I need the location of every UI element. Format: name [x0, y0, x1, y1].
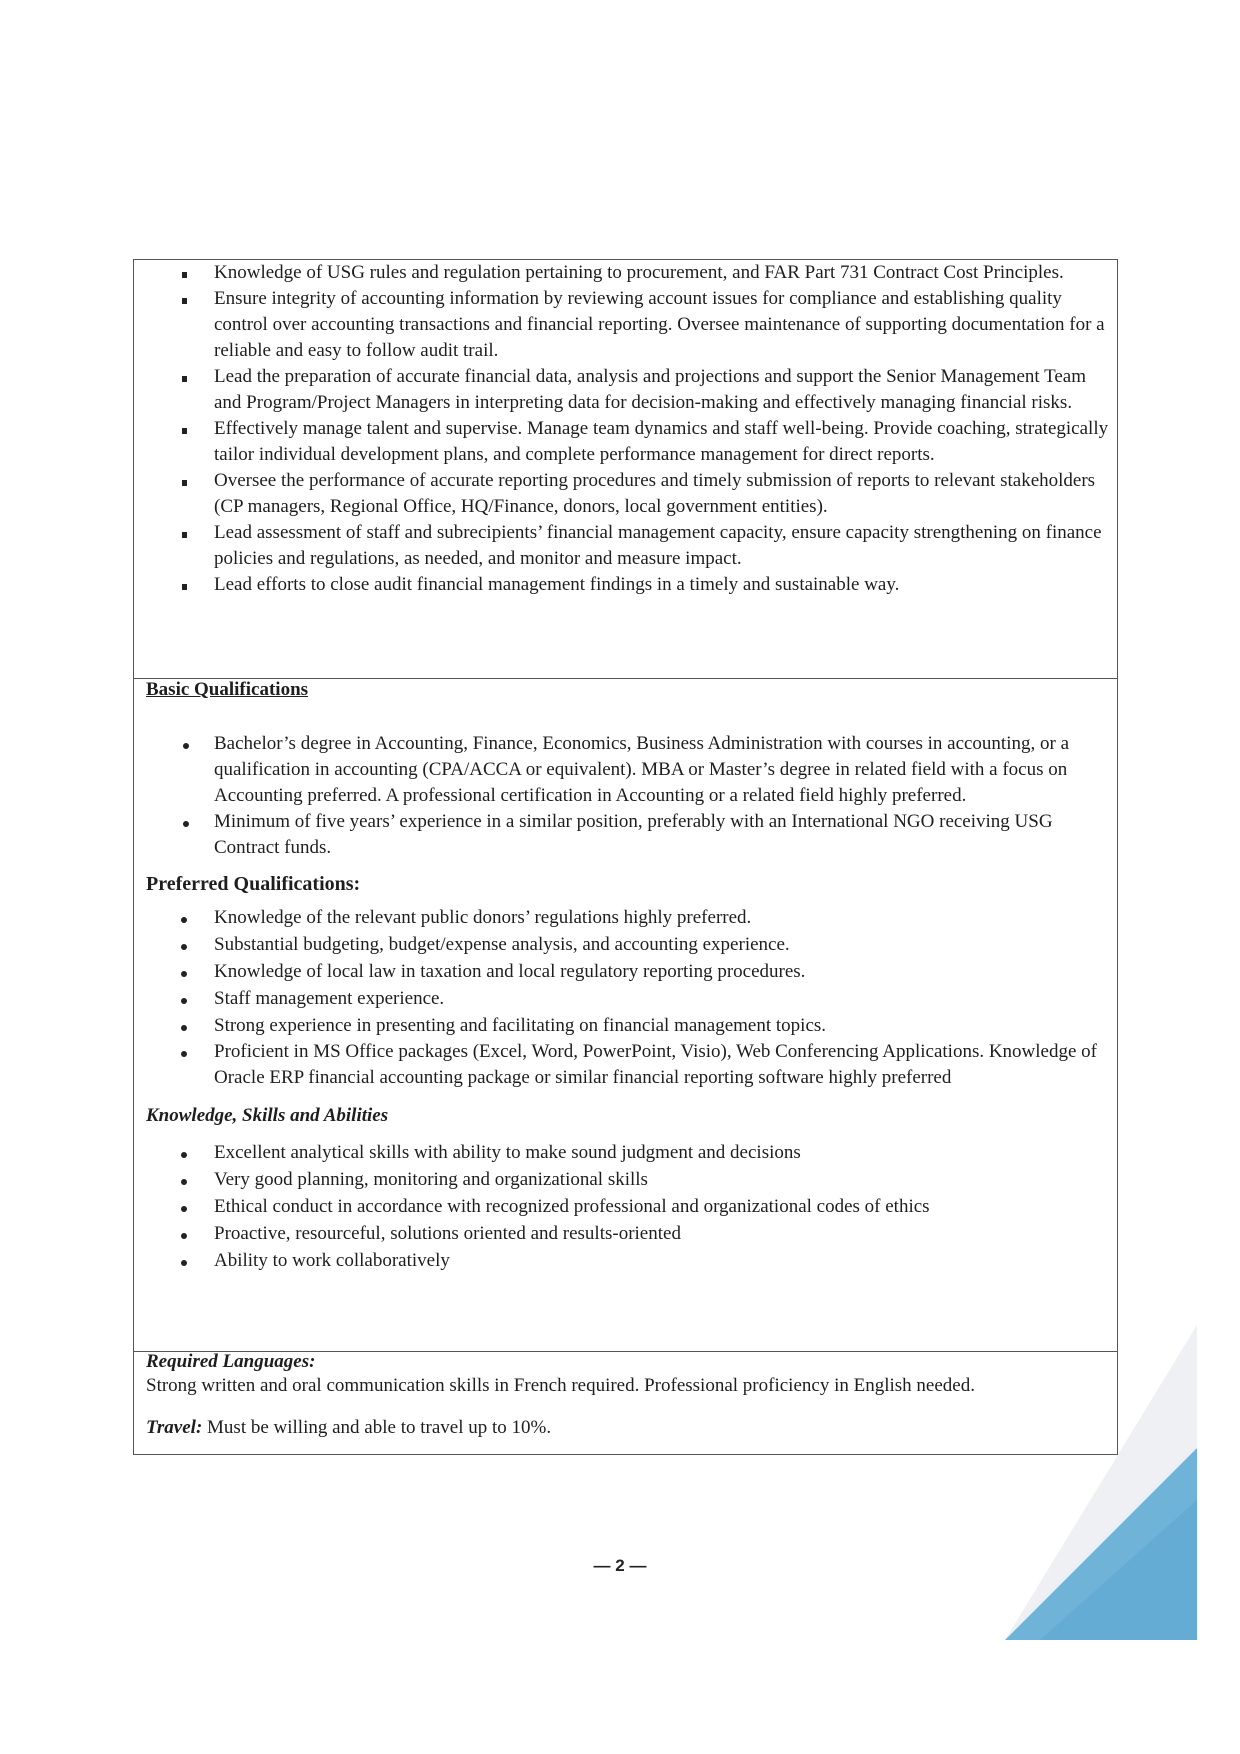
square-bullet-icon — [179, 286, 189, 312]
preferred-qualifications-list — [134, 904, 1117, 1091]
basic-qualifications-list — [134, 731, 1117, 861]
travel-line — [134, 1399, 1117, 1441]
list-item: Proactive, resourceful, solutions oriented and results-oriented — [134, 1220, 1117, 1247]
bullet-icon — [179, 985, 189, 1012]
bullet-icon — [181, 809, 191, 835]
page-number: — 2 — — [593, 1556, 647, 1575]
list-item: Minimum of five years’ experience in a similar position, preferably with an International NGO receiving USG Contract funds. — [136, 809, 1117, 861]
ksa-list — [134, 1139, 1117, 1274]
square-bullet-icon — [179, 520, 189, 546]
square-bullet-icon — [179, 416, 189, 442]
required-languages-heading: Required Languages: — [146, 1351, 316, 1372]
list-item: Bachelor’s degree in Accounting, Finance, Economics, Business Administration with courses in accounting, or a qualification in accounting (CPA/ACCA or equivalent). MBA or Master’s degree in related field with a focus on Accounting preferred. A professional certification in Accounting or a related field highly preferred. — [136, 731, 1117, 809]
basic-qualifications-heading: Basic Qualifications — [146, 679, 309, 700]
list-item: Ability to work collaboratively — [134, 1247, 1117, 1274]
travel-label: Travel: — [146, 1417, 203, 1438]
bullet-icon — [179, 1193, 189, 1220]
list-item: Lead efforts to close audit financial management findings in a timely and sustainable way. — [134, 572, 1117, 598]
list-item: Ensure integrity of accounting information by reviewing account issues for compliance and establishing quality control over accounting transactions and financial reporting. Oversee maintenance of supporting documentation for a reliable and easy to follow audit trail. — [134, 286, 1117, 364]
list-item: Oversee the performance of accurate reporting procedures and timely submission of reports to relevant stakeholders (CP managers, Regional Office, HQ/Finance, donors, local government entities). — [134, 468, 1117, 520]
square-bullet-icon — [179, 572, 189, 598]
bullet-icon — [179, 1039, 189, 1065]
list-item: Substantial budgeting, budget/expense analysis, and accounting experience. — [134, 931, 1117, 958]
square-bullet-icon — [179, 260, 189, 286]
bullet-icon — [179, 904, 189, 931]
square-bullet-icon — [179, 364, 189, 390]
list-item: Lead the preparation of accurate financial data, analysis and projections and support the Senior Management Team and Program/Project Managers in interpreting data for decision-making and effectively managing financial risks. — [134, 364, 1117, 416]
decorative-corner-graphic — [1000, 1320, 1200, 1640]
bullet-icon — [179, 958, 189, 985]
list-item: Very good planning, monitoring and organizational skills — [134, 1166, 1117, 1193]
qualifications-section — [133, 677, 1118, 1352]
responsibilities-section — [133, 259, 1118, 679]
list-item: Effectively manage talent and supervise. Manage team dynamics and staff well-being. Provide coaching, strategically tailor individual development plans, and complete performance management for direct reports. — [134, 416, 1117, 468]
list-item: Knowledge of the relevant public donors’ regulations highly preferred. — [134, 904, 1117, 931]
responsibilities-list — [134, 260, 1117, 598]
preferred-qualifications-heading: Preferred Qualifications: — [146, 873, 361, 895]
list-item: Staff management experience. — [134, 985, 1117, 1012]
languages-travel-section — [133, 1351, 1118, 1455]
bullet-icon — [179, 1012, 189, 1039]
bullet-icon — [181, 731, 191, 757]
list-item: Proficient in MS Office packages (Excel, Word, PowerPoint, Visio), Web Conferencing Applications. Knowledge of Oracle ERP financial accounting package or similar financial reporting software highly preferred — [134, 1039, 1117, 1091]
list-item: Lead assessment of staff and subrecipients’ financial management capacity, ensure capacity strengthening on finance policies and regulations, as needed, and monitor and measure impact. — [134, 520, 1117, 572]
bullet-icon — [179, 1220, 189, 1247]
ksa-heading: Knowledge, Skills and Abilities — [146, 1105, 389, 1126]
bullet-icon — [179, 931, 189, 958]
bullet-icon — [179, 1247, 189, 1274]
languages-text: Strong written and oral communication skills in French required. Professional proficiency in English needed. — [146, 1375, 975, 1396]
list-item: Strong experience in presenting and facilitating on financial management topics. — [134, 1012, 1117, 1039]
list-item: Excellent analytical skills with ability to make sound judgment and decisions — [134, 1139, 1117, 1166]
bullet-icon — [179, 1139, 189, 1166]
travel-text: Must be willing and able to travel up to 10%. — [202, 1417, 552, 1438]
list-item: Knowledge of USG rules and regulation pertaining to procurement, and FAR Part 731 Contract Cost Principles. — [134, 260, 1117, 286]
list-item: Ethical conduct in accordance with recognized professional and organizational codes of ethics — [134, 1193, 1117, 1220]
square-bullet-icon — [179, 468, 189, 494]
list-item: Knowledge of local law in taxation and local regulatory reporting procedures. — [134, 958, 1117, 985]
bullet-icon — [179, 1166, 189, 1193]
